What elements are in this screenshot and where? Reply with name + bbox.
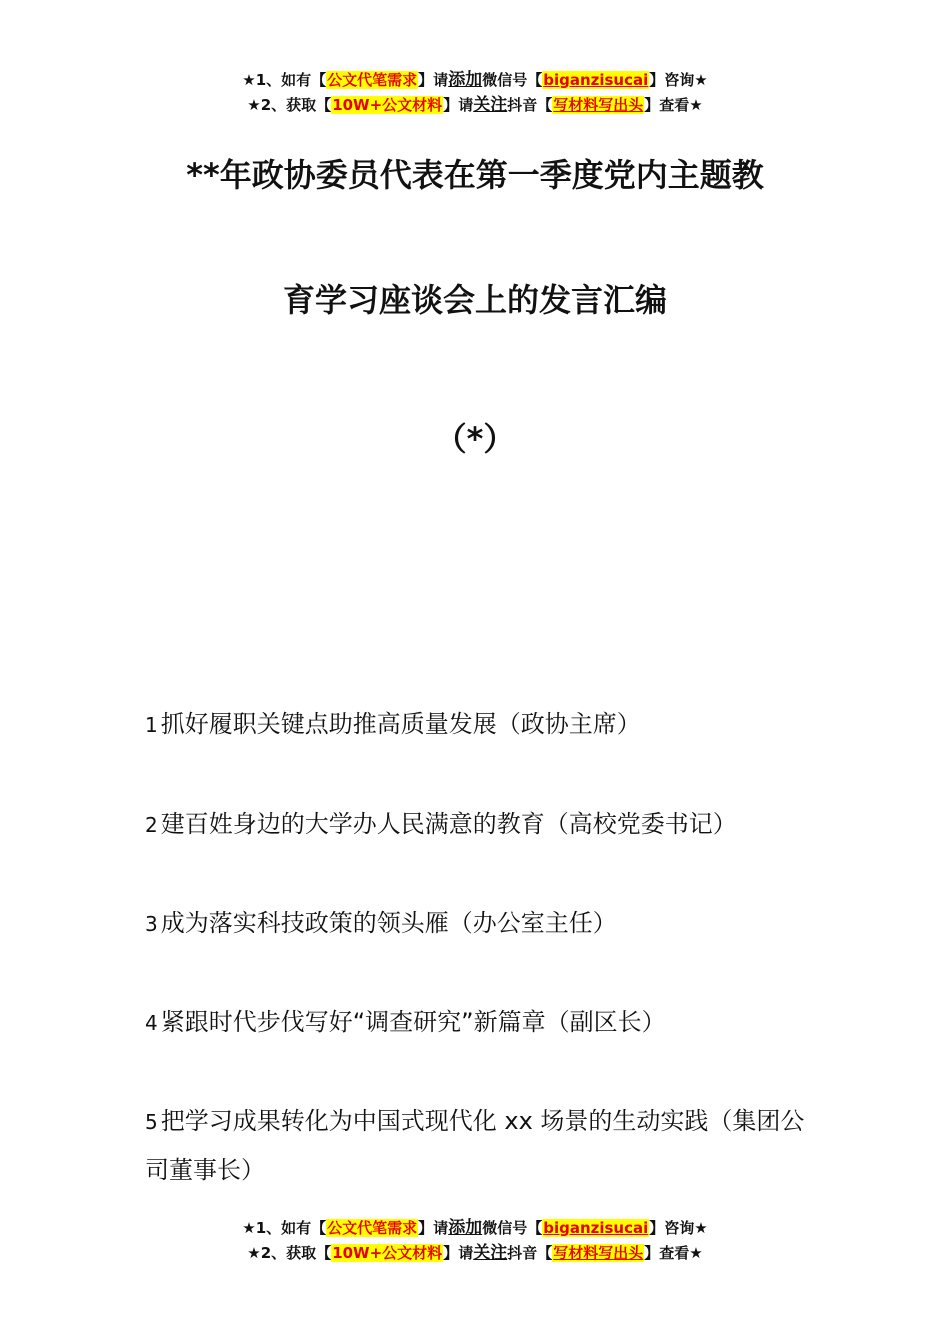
banner-highlight: 公文代笔需求 xyxy=(327,71,418,89)
banner-text: 】请 xyxy=(443,1244,474,1262)
banner-text: 】请 xyxy=(443,96,474,114)
toc-item xyxy=(145,700,815,749)
banner-text: 】咨询★ xyxy=(649,1219,708,1237)
banner-highlight: 公文代笔需求 xyxy=(327,1219,418,1237)
banner-text: ★1、如有【 xyxy=(242,1219,327,1237)
toc-item xyxy=(145,998,815,1047)
banner-text: 】请 xyxy=(418,1219,449,1237)
toc-item xyxy=(145,899,815,948)
document-title-line-2: 育学习座谈会上的发言汇编 xyxy=(282,281,667,319)
toc-item-text: 紧跟时代步伐写好“调查研究”新篇章（副区长） xyxy=(160,1008,666,1036)
banner-emphasis: 添加 xyxy=(448,70,483,90)
banner-text: 微信号【 xyxy=(482,1219,543,1237)
banner-wechat-id: biganzisucai xyxy=(543,71,649,89)
toc-item-number: 3 xyxy=(145,912,158,936)
banner-text: 微信号【 xyxy=(482,71,543,89)
toc-item-number: 5 xyxy=(145,1110,158,1134)
banner-text: 】请 xyxy=(418,71,449,89)
banner-text: 抖音【 xyxy=(507,96,553,114)
document-title-line-1: **年政协委员代表在第一季度党内主题教 xyxy=(186,156,764,194)
toc-item xyxy=(145,800,815,849)
toc-item-text: 建百姓身边的大学办人民满意的教育（高校党委书记） xyxy=(160,810,737,838)
banner-text: ★1、如有【 xyxy=(242,71,327,89)
banner-text: 】查看★ xyxy=(644,96,703,114)
toc-item-number: 1 xyxy=(145,713,158,737)
banner-highlight: 10W+公文材料 xyxy=(332,1244,443,1262)
toc-item xyxy=(145,1097,815,1194)
bottom-banner xyxy=(0,1216,950,1266)
banner-emphasis: 关注 xyxy=(473,95,508,115)
document-title-line-3: （*） xyxy=(434,420,516,458)
banner-line-2 xyxy=(0,1241,950,1266)
banner-highlight: 10W+公文材料 xyxy=(332,96,443,114)
toc-item-number: 4 xyxy=(145,1011,158,1035)
toc-item-text: 抓好履职关键点助推高质量发展（政协主席） xyxy=(160,710,641,738)
banner-douyin-id: 写材料写出头 xyxy=(553,1244,644,1262)
banner-emphasis: 添加 xyxy=(448,1218,483,1238)
banner-text: 抖音【 xyxy=(507,1244,553,1262)
banner-douyin-id: 写材料写出头 xyxy=(553,96,644,114)
toc-item-text: 成为落实科技政策的领头雁（办公室主任） xyxy=(160,909,617,937)
banner-wechat-id: biganzisucai xyxy=(543,1219,649,1237)
banner-line-1 xyxy=(0,1216,950,1241)
banner-line-2 xyxy=(0,93,950,118)
banner-emphasis: 关注 xyxy=(473,1243,508,1263)
top-banner xyxy=(0,68,950,118)
banner-text: 】咨询★ xyxy=(649,71,708,89)
banner-text: ★2、获取【 xyxy=(247,1244,332,1262)
toc-item-text: 把学习成果转化为中国式现代化 xx 场景的生动实践（集团公司董事长） xyxy=(145,1107,805,1184)
banner-line-1 xyxy=(0,68,950,93)
toc-item-number: 2 xyxy=(145,813,158,837)
banner-text: ★2、获取【 xyxy=(247,96,332,114)
banner-text: 】查看★ xyxy=(644,1244,703,1262)
